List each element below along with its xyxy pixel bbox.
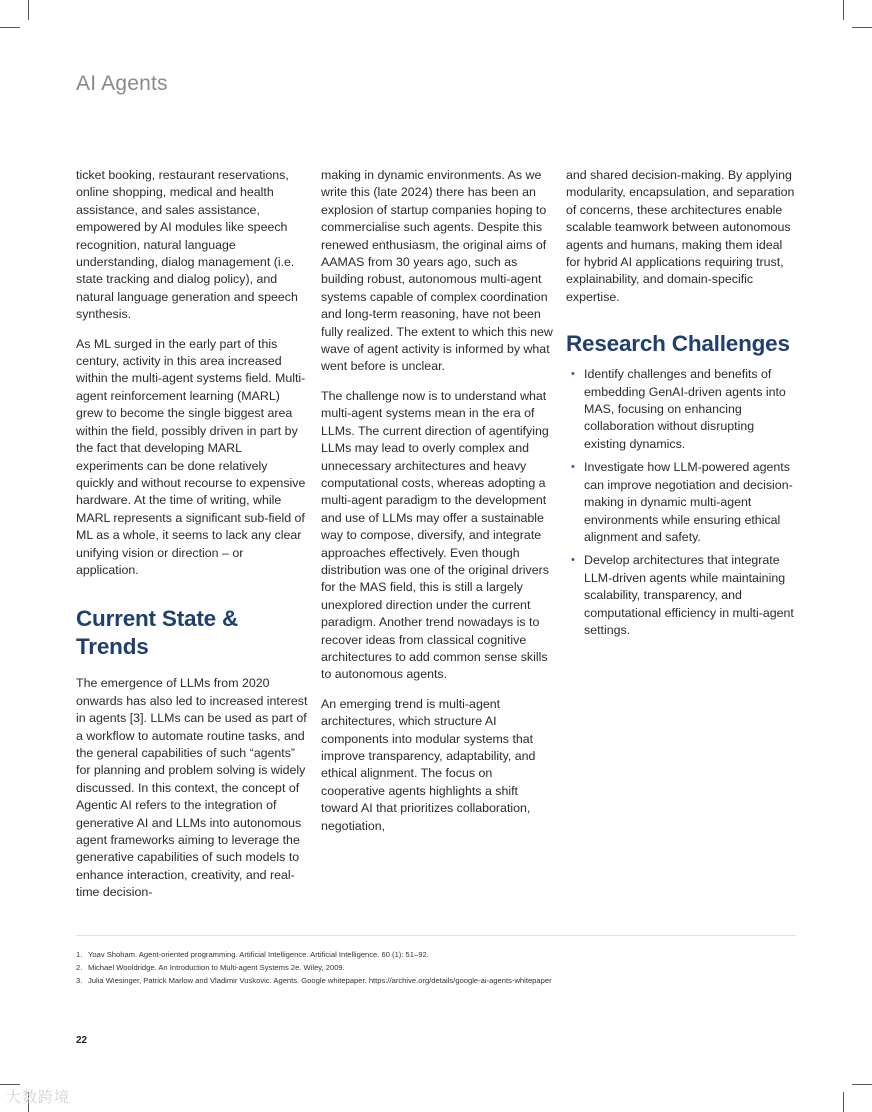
list-item: [566, 459, 798, 546]
running-head: AI Agents: [76, 72, 168, 95]
paragraph: making in dynamic environments. As we write this (late 2024) there has been an explosion of startup companies hoping to commercialise such agents. Despite this renewed enthusiasm, the original aims of AAMAS from 30 years ago, such as building robust, autonomous multi-agent systems capable of complex coordination and long-term reasoning, have not been fully realized. The extent to which this new wave of agent activity is informed by what went before is unclear.: [321, 168, 553, 374]
section-heading-research-challenges: Research Challenges: [566, 331, 790, 357]
crop-mark: [843, 1092, 844, 1112]
footnote: [76, 961, 796, 974]
column-1: [76, 167, 308, 914]
crop-mark: [0, 27, 20, 28]
bullet-icon: •: [571, 554, 575, 567]
list-item-text: Identify challenges and benefits of embedding GenAI-driven agents into MAS, focusing on enhancing collaboration without disrupting existing dynamics.: [584, 367, 786, 451]
crop-mark: [28, 0, 29, 20]
list-item-text: Develop architectures that integrate LLM-driven agents while maintaining scalability, transparency, and computational efficiency in multi-agent settings.: [584, 553, 794, 637]
list-item: [566, 552, 798, 639]
column-2: [321, 167, 553, 847]
paragraph: The challenge now is to understand what multi-agent systems mean in the era of LLMs. The current direction of agentifying LLMs may lead to overly complex and unnecessary architectures and heavy computational costs, whereas adopting a multi-agent paradigm to the development and use of LLMs may offer a sustainable way to compose, diversify, and integrate approaches effectively. Even though distribution was one of the original drivers for the MAS field, this is still a largely unexplored direction under the current paradigm. Another trend nowadays is to recover ideas from classical cognitive architectures to add common sense skills to autonomous agents.: [321, 388, 549, 682]
paragraph: An emerging trend is multi-agent architectures, which structure AI components into modular systems that improve transparency, adaptability, and ethical alignment. The focus on cooperative agents highlights a shift toward AI that prioritizes collaboration, negotiation,: [321, 696, 536, 833]
crop-mark: [852, 1084, 872, 1085]
research-challenges-list: [566, 366, 798, 639]
paragraph: As ML surged in the early part of this century, activity in this area increased within the multi-agent systems field. Multi-agent reinforcement learning (MARL) grew to become the single biggest area within the field, possibly driven in part by the fact that developing MARL experiments can be done relatively quickly and without recourse to expensive hardware. At the time of writing, while MARL represents a significant sub-field of ML as a whole, it seems to lack any clear unifying vision or direction – or application.: [76, 336, 306, 577]
footnote: [76, 948, 796, 961]
footnote-number: 1.: [76, 950, 83, 959]
watermark: 大数跨境: [6, 1089, 71, 1106]
column-3: [566, 167, 798, 645]
crop-mark: [843, 0, 844, 20]
footnote-text: Michael Wooldridge. An Introduction to Multi-agent Systems 2e. Wiley, 2009.: [88, 963, 345, 972]
paragraph: The emergence of LLMs from 2020 onwards has also led to increased interest in agents [3]. LLMs can be used as part of a workflow to automate routine tasks, and the general capabilities of such “agents” for planning and problem solving is widely discussed. In this context, the concept of Agentic AI refers to the integration of generative AI and LLMs into autonomous agent frameworks aiming to leverage the generative capabilities of such models to enhance interaction, creativity, and real-time decision-: [76, 676, 308, 900]
paragraph: ticket booking, restaurant reservations, online shopping, medical and health assistance, and sales assistance, empowered by AI modules like speech recognition, natural language understanding, dialog management (i.e. state tracking and dialog policy), and natural language generation and speech synthesis.: [76, 168, 298, 322]
page-number: 22: [76, 1035, 88, 1046]
bullet-icon: •: [571, 461, 575, 474]
footnotes: [76, 948, 796, 987]
bullet-icon: •: [571, 368, 575, 381]
crop-mark: [852, 27, 872, 28]
footnote: [76, 974, 796, 987]
paragraph: and shared decision-making. By applying modularity, encapsulation, and separation of concerns, these architectures enable scalable teamwork between autonomous agents and humans, making them ideal for hybrid AI applications requiring trust, explainability, and domain-specific expertise.: [566, 168, 795, 304]
section-heading-current-state: Current State & Trends: [76, 606, 239, 660]
footnote-text: Yoav Shoham. Agent-oriented programming. Artificial Intelligence. Artificial Intelligence. 60 (1): 51–92.: [88, 950, 429, 959]
crop-mark: [0, 1084, 20, 1085]
footnote-text: Julia Wiesinger, Patrick Marlow and Vladimir Vuskovic. Agents. Google whitepaper. https://archive.org/details/google-ai-agents-whitepaper: [88, 976, 552, 985]
list-item: [566, 366, 798, 453]
footnote-number: 2.: [76, 963, 83, 972]
footnote-number: 3.: [76, 976, 83, 985]
footnote-divider: [76, 935, 796, 936]
list-item-text: Investigate how LLM-powered agents can improve negotiation and decision-making in dynamic multi-agent environments while ensuring ethical alignment and safety.: [584, 460, 793, 544]
